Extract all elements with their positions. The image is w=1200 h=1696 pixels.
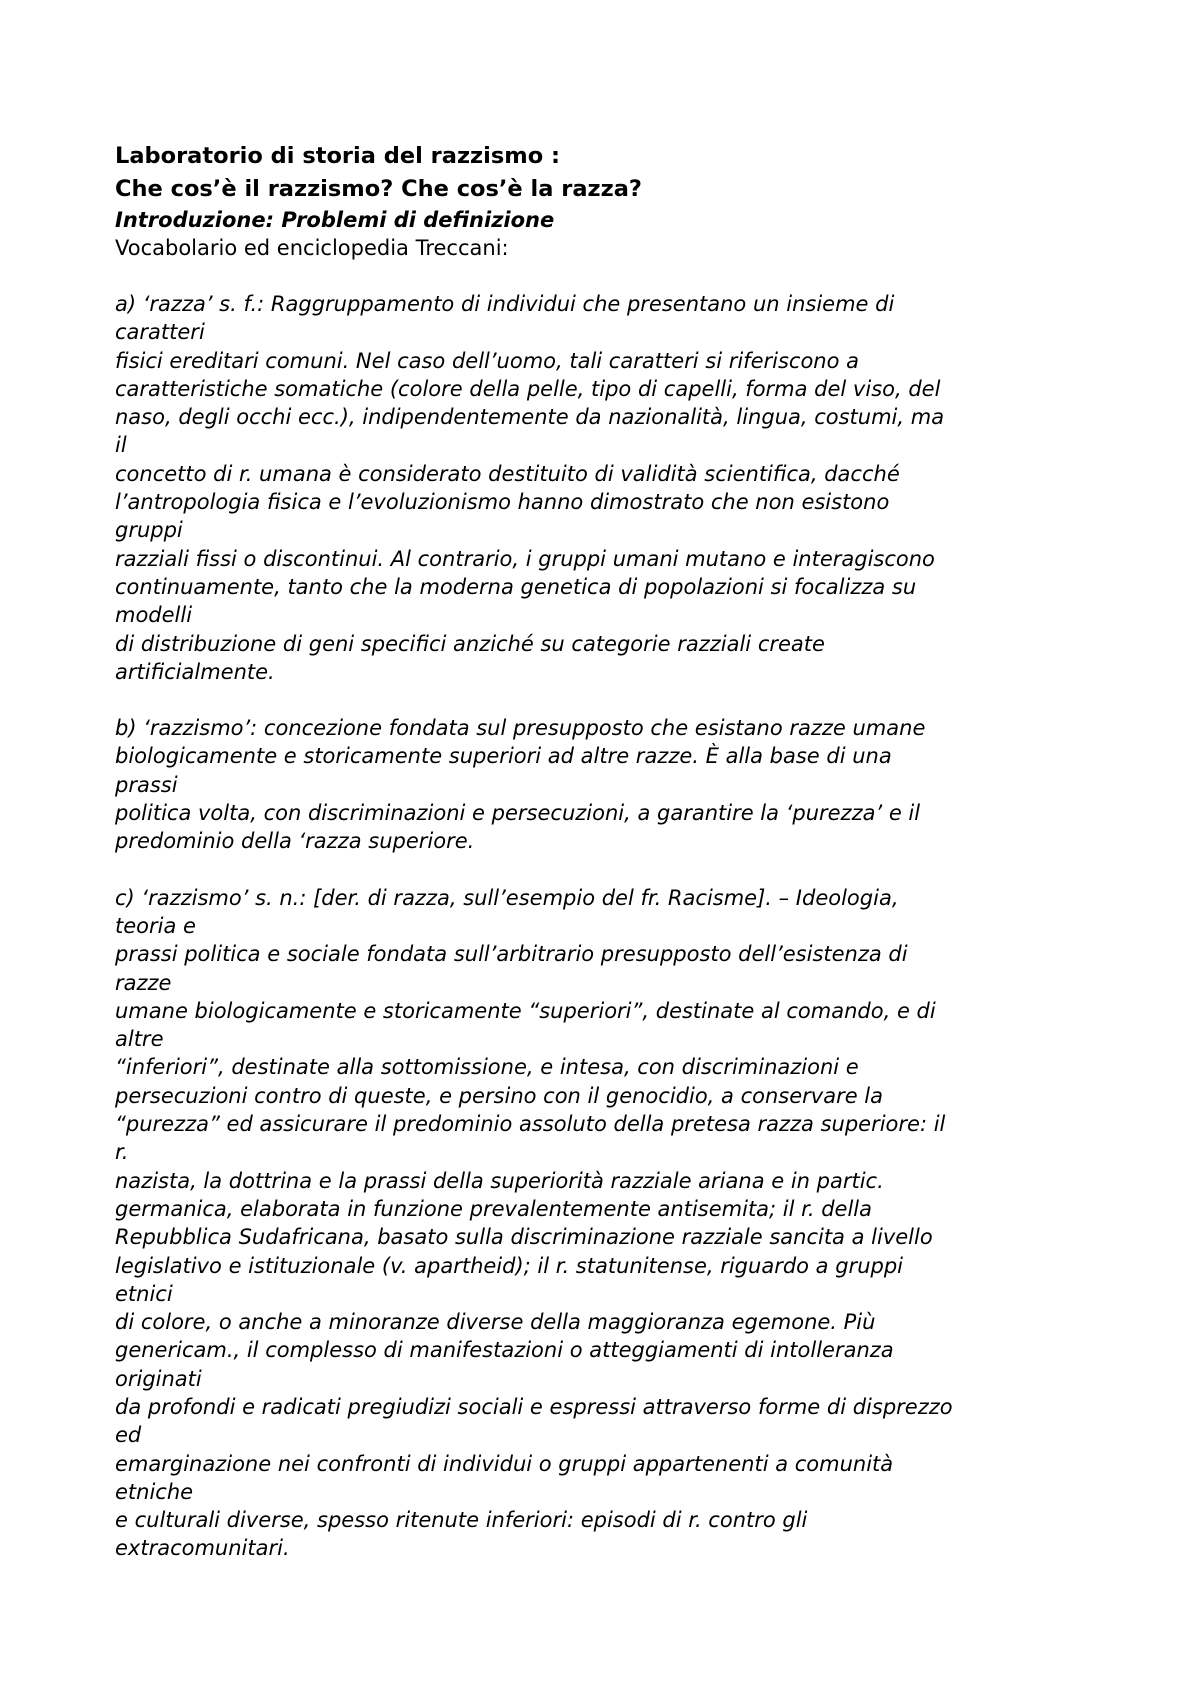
definition-line: concetto di r. umana è considerato destituito di validità scientifica, dacché bbox=[115, 461, 900, 486]
section-subtitle: Introduzione: Problemi di definizione bbox=[115, 208, 555, 232]
definition-line: Repubblica Sudafricana, basato sulla discriminazione razziale sancita a livello bbox=[115, 1225, 933, 1250]
definition-line: caratteri bbox=[115, 320, 205, 345]
definition-line: originati bbox=[115, 1366, 202, 1391]
definition-line: etnici bbox=[115, 1281, 173, 1306]
document-page bbox=[115, 140, 1115, 1563]
definition-line: “inferiori”, destinate alla sottomissione, e intesa, con discriminazioni e bbox=[115, 1055, 859, 1080]
definitions-list bbox=[115, 290, 1115, 1563]
spacer bbox=[115, 686, 1115, 714]
definition-line: e culturali diverse, spesso ritenute inferiori: episodi di r. contro gli bbox=[115, 1508, 808, 1533]
definition-line: “purezza” ed assicurare il predominio assoluto della pretesa razza superiore: il bbox=[115, 1112, 946, 1137]
definition-line: prassi bbox=[115, 772, 178, 797]
definition-line: germanica, elaborata in funzione prevalentemente antisemita; il r. della bbox=[115, 1196, 872, 1221]
title-line-1: Laboratorio di storia del razzismo : bbox=[115, 143, 560, 169]
definition-line: gruppi bbox=[115, 518, 183, 543]
definition-line: di colore, o anche a minoranze diverse della maggioranza egemone. Più bbox=[115, 1310, 876, 1335]
definition-b bbox=[115, 714, 1115, 855]
definition-line: persecuzioni contro di queste, e persino con il genocidio, a conservare la bbox=[115, 1083, 883, 1108]
definition-line: r. bbox=[115, 1140, 129, 1165]
spacer bbox=[115, 856, 1115, 884]
definition-line: naso, degli occhi ecc.), indipendentemente da nazionalità, lingua, costumi, ma bbox=[115, 405, 945, 430]
definition-line: politica volta, con discriminazioni e persecuzioni, a garantire la ‘purezza’ e il bbox=[115, 801, 921, 826]
definition-line: c) ‘razzismo’ s. n.: [der. di razza, sull’esempio del fr. Racisme]. – Ideologia, bbox=[115, 885, 899, 910]
definition-line: nazista, la dottrina e la prassi della superiorità razziale ariana e in partic. bbox=[115, 1168, 884, 1193]
definition-line: altre bbox=[115, 1027, 164, 1052]
spacer bbox=[115, 262, 1115, 290]
definition-c bbox=[115, 884, 1115, 1563]
definition-line: da profondi e radicati pregiudizi sociali e espressi attraverso forme di disprezzo bbox=[115, 1394, 953, 1419]
definition-line: biologicamente e storicamente superiori ad altre razze. È alla base di una bbox=[115, 744, 892, 769]
definition-line: razze bbox=[115, 970, 172, 995]
title-line-2: Che cos’è il razzismo? Che cos’è la razza? bbox=[115, 176, 642, 202]
definition-line: etniche bbox=[115, 1479, 194, 1504]
definition-line: prassi politica e sociale fondata sull’arbitrario presupposto dell’esistenza di bbox=[115, 942, 908, 967]
definition-line: fisici ereditari comuni. Nel caso dell’uomo, tali caratteri si riferiscono a bbox=[115, 348, 859, 373]
definition-line: genericam., il complesso di manifestazioni o atteggiamenti di intolleranza bbox=[115, 1338, 894, 1363]
definition-line: extracomunitari. bbox=[115, 1536, 290, 1561]
definition-line: continuamente, tanto che la moderna genetica di popolazioni si focalizza su bbox=[115, 574, 917, 599]
definition-line: ed bbox=[115, 1423, 142, 1448]
definition-line: teoria e bbox=[115, 913, 196, 938]
definition-line: predominio della ‘razza superiore. bbox=[115, 829, 475, 854]
definition-line: artificialmente. bbox=[115, 659, 275, 684]
definition-line: razziali fissi o discontinui. Al contrario, i gruppi umani mutano e interagiscono bbox=[115, 546, 935, 571]
source-label: Vocabolario ed enciclopedia Treccani: bbox=[115, 236, 509, 260]
definition-line: emarginazione nei confronti di individui o gruppi appartenenti a comunità bbox=[115, 1451, 894, 1476]
definition-line: legislativo e istituzionale (v. apartheid); il r. statunitense, riguardo a gruppi bbox=[115, 1253, 903, 1278]
definition-line: umane biologicamente e storicamente “superiori”, destinate al comando, e di bbox=[115, 998, 936, 1023]
definition-line: l’antropologia fisica e l’evoluzionismo hanno dimostrato che non esistono bbox=[115, 490, 890, 515]
definition-line: modelli bbox=[115, 603, 193, 628]
definition-line: b) ‘razzismo’: concezione fondata sul presupposto che esistano razze umane bbox=[115, 716, 926, 741]
definition-line: caratteristiche somatiche (colore della pelle, tipo di capelli, forma del viso, del bbox=[115, 376, 941, 401]
definition-line: il bbox=[115, 433, 127, 458]
definition-line: di distribuzione di geni specifici anziché su categorie razziali create bbox=[115, 631, 825, 656]
definition-line: a) ‘razza’ s. f.: Raggruppamento di individui che presentano un insieme di bbox=[115, 292, 895, 316]
definition-a bbox=[115, 290, 1115, 686]
